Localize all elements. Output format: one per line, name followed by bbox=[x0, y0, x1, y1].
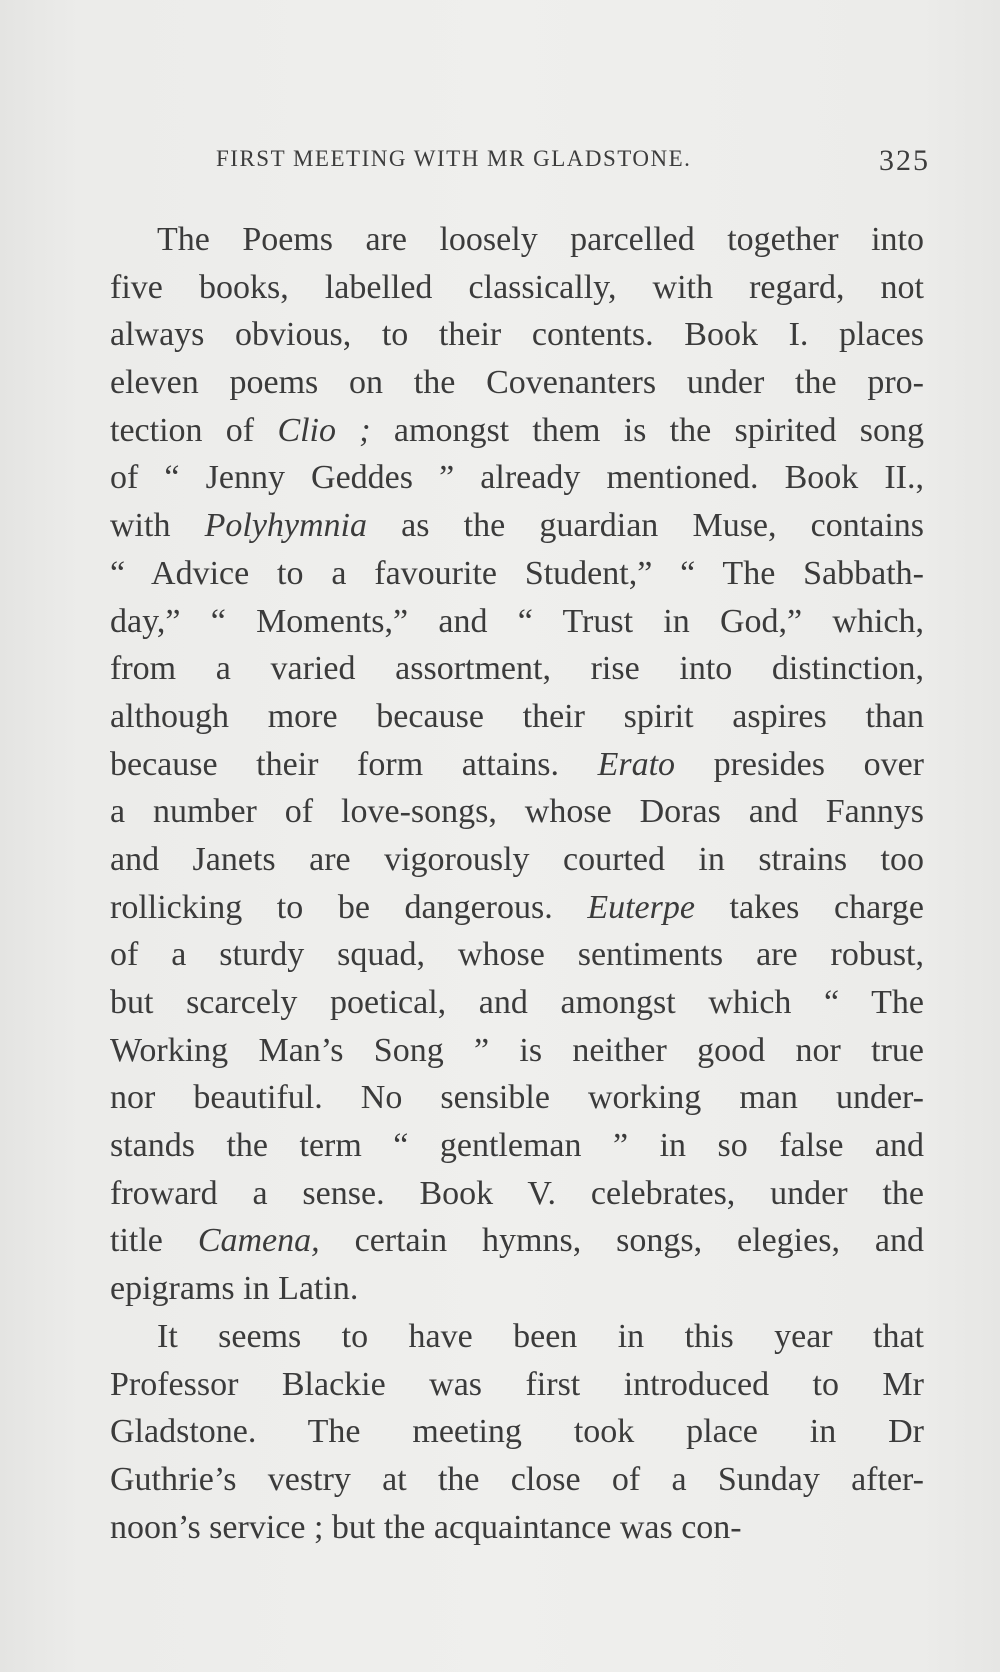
text-line bbox=[110, 454, 924, 502]
paragraph bbox=[110, 1313, 924, 1551]
text-line bbox=[110, 1074, 924, 1122]
text-run: because their form attains. bbox=[110, 745, 598, 783]
text-run: although more because their spirit aspires than bbox=[110, 697, 924, 735]
text-run: nor beautiful. No sensible working man under- bbox=[110, 1079, 924, 1117]
text-line bbox=[110, 1027, 924, 1075]
text-line bbox=[110, 1122, 924, 1170]
text-line bbox=[110, 550, 924, 598]
text-line bbox=[110, 598, 924, 646]
body-text bbox=[110, 216, 924, 1551]
text-line bbox=[110, 407, 924, 455]
text-line bbox=[110, 1361, 924, 1409]
text-line bbox=[110, 1504, 924, 1552]
text-line bbox=[110, 741, 924, 789]
paragraph bbox=[110, 216, 924, 1313]
text-run: presides over bbox=[675, 745, 924, 783]
text-line bbox=[110, 788, 924, 836]
text-run: stands the term “ gentleman ” in so false and bbox=[110, 1127, 924, 1165]
text-line bbox=[110, 1456, 924, 1504]
text-run: of a sturdy squad, whose sentiments are robust, bbox=[110, 936, 924, 974]
text-run: eleven poems on the Covenanters under the pro- bbox=[110, 364, 924, 402]
text-line bbox=[110, 884, 924, 932]
text-line bbox=[110, 1313, 924, 1361]
running-header bbox=[112, 146, 930, 180]
text-run: with bbox=[110, 507, 205, 545]
text-run: of “ Jenny Geddes ” already mentioned. Book II., bbox=[110, 459, 924, 497]
text-line bbox=[110, 645, 924, 693]
text-run: The Poems are loosely parcelled together into bbox=[157, 221, 924, 258]
text-run: and Janets are vigorously courted in strains too bbox=[110, 840, 924, 878]
text-run: always obvious, to their contents. Book I. places bbox=[110, 316, 924, 354]
text-line bbox=[110, 1217, 924, 1265]
text-run: Professor Blackie was first introduced to Mr bbox=[110, 1365, 924, 1403]
text-run: day,” “ Moments,” and “ Trust in God,” which, bbox=[110, 602, 924, 640]
text-run: certain hymns, songs, elegies, and bbox=[319, 1222, 924, 1260]
text-line bbox=[110, 311, 924, 359]
italic-title: Camena, bbox=[197, 1222, 320, 1260]
text-run: but scarcely poetical, and amongst which “ The bbox=[110, 984, 924, 1021]
text-run: “ Advice to a favourite Student,” “ The Sabbath- bbox=[110, 554, 924, 592]
text-line bbox=[110, 264, 924, 312]
text-run: It seems to have been in this year that bbox=[157, 1317, 924, 1355]
running-title: FIRST MEETING WITH MR GLADSTONE. bbox=[216, 146, 692, 171]
text-run: Guthrie’s vestry at the close of a Sunday after- bbox=[110, 1460, 924, 1498]
text-run: Working Man’s Song ” is neither good nor true bbox=[110, 1031, 924, 1069]
text-line bbox=[110, 359, 924, 407]
text-line bbox=[110, 1170, 924, 1218]
text-run: from a varied assortment, rise into distinction, bbox=[110, 650, 924, 688]
text-run: five books, labelled classically, with regard, not bbox=[110, 268, 924, 306]
italic-title: Euterpe bbox=[587, 888, 695, 926]
text-line bbox=[110, 979, 924, 1027]
text-line bbox=[110, 216, 924, 264]
text-line bbox=[110, 502, 924, 550]
page-number: 325 bbox=[879, 144, 930, 177]
text-run: Gladstone. The meeting took place in Dr bbox=[110, 1413, 924, 1451]
text-run: noon’s service ; but the acquaintance was con- bbox=[110, 1508, 742, 1546]
italic-title: Polyhymnia bbox=[204, 507, 368, 545]
text-run: amongst them is the spirited song bbox=[370, 411, 924, 449]
text-line bbox=[110, 1408, 924, 1456]
text-line bbox=[110, 1265, 924, 1313]
text-run: tection of bbox=[110, 411, 278, 449]
text-line bbox=[110, 693, 924, 741]
italic-title: Erato bbox=[597, 745, 676, 783]
text-run: as the guardian Muse, contains bbox=[367, 507, 924, 545]
text-line bbox=[110, 931, 924, 979]
text-run: title bbox=[110, 1222, 198, 1260]
text-line bbox=[110, 836, 924, 884]
text-run: epigrams in Latin. bbox=[110, 1270, 359, 1308]
text-run: froward a sense. Book V. celebrates, under the bbox=[110, 1174, 924, 1212]
text-run: a number of love-songs, whose Doras and Fannys bbox=[110, 793, 924, 831]
text-run: rollicking to be dangerous. bbox=[110, 888, 588, 926]
italic-title: Clio ; bbox=[277, 411, 371, 449]
text-run: takes charge bbox=[694, 888, 924, 926]
